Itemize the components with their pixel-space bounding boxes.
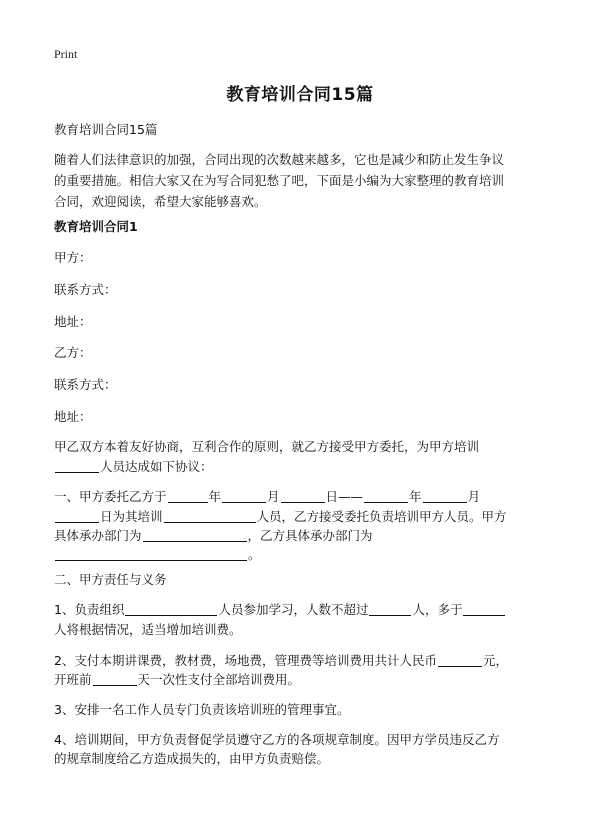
agreement-line-2 [54, 456, 550, 477]
month2-blank [423, 488, 467, 503]
item2-a: 2、支付本期讲课费，教材费，场地费，管理费等培训费用共计人民币 [54, 653, 437, 668]
clause1-end: 。 [248, 547, 261, 562]
clause1-line-2 [54, 506, 550, 527]
dept-a-blank [143, 527, 247, 542]
agreement-line-1: 甲乙双方本着友好协商，互利合作的原则，就乙方接受甲方委托，为甲方培训 [54, 439, 480, 454]
day2-blank [55, 508, 99, 523]
subtitle: 教育培训合同15篇 [54, 122, 158, 137]
item1-line-1 [54, 599, 550, 620]
item2-line-2 [54, 669, 550, 690]
item2-c: 开班前 [54, 672, 92, 687]
item2-d: 天一次性支付全部培训费用。 [137, 672, 301, 687]
item1-b: 人员参加学习，人数不超过 [218, 602, 369, 617]
staff-blank [164, 508, 256, 523]
clause1-dept-b: ，乙方具体承办部门为 [247, 528, 373, 543]
section-heading: 教育培训合同1 [54, 219, 138, 234]
dept-b-blank [55, 546, 247, 561]
day-blank [281, 488, 325, 503]
clause1-day2: 日为其培训 [100, 509, 163, 524]
clause1-staff: 人员，乙方接受委托负责培训甲方人员。甲方 [256, 509, 507, 524]
clause1-dept-a: 具体承办部门为 [54, 528, 142, 543]
item1-c: 人，多于 [412, 602, 463, 617]
year-blank [168, 488, 208, 503]
year2-blank [364, 488, 408, 503]
amount-blank [438, 652, 482, 667]
item4-line-2: 的规章制度给乙方造成损失的，由甲方负责赔偿。 [54, 751, 330, 766]
intro-line-1: 随着人们法律意识的加强，合同出现的次数越来越多，它也是减少和防止发生争议 [54, 152, 505, 167]
intro-line-2: 的重要措施。相信大家又在为写合同犯愁了吧，下面是小编为大家整理的教育培训 [54, 173, 505, 188]
clause1-year2: 年 [409, 489, 422, 504]
intro-line-3: 合同，欢迎阅读，希望大家能够喜欢。 [54, 194, 267, 209]
month-blank [222, 488, 266, 503]
item4-line-1: 4、培训期间，甲方负责督促学员遵守乙方的各项规章制度。因甲方学员违反乙方 [54, 732, 500, 747]
max-count-blank [369, 601, 411, 616]
agreement-line-2-text: 人员达成如下协议： [100, 459, 213, 474]
address-b-label: 地址： [54, 409, 92, 424]
item1-line-2: 人将根据情况，适当增加培训费。 [54, 622, 242, 637]
contact-a-label: 联系方式： [54, 282, 117, 297]
clause1-line-3 [54, 525, 550, 546]
clause1-prefix: 一、甲方委托乙方于 [54, 489, 167, 504]
section2-heading: 二、甲方责任与义务 [54, 572, 167, 587]
clause1-day-to: 日—— [325, 489, 364, 504]
clause1-year: 年 [208, 489, 222, 504]
print-link[interactable]: Print [54, 47, 78, 61]
item2-line-1 [54, 650, 550, 671]
clause1-line-4 [54, 544, 550, 565]
party-a-label: 甲方： [54, 250, 92, 265]
clause1-month2: 月 [467, 489, 481, 504]
days-blank [93, 671, 137, 686]
item3: 3、安排一名工作人员专门负责该培训班的管理事宜。 [54, 702, 350, 717]
contact-b-label: 联系方式： [54, 377, 117, 392]
over-count-blank [463, 601, 505, 616]
item1-a: 1、负责组织 [54, 602, 125, 617]
item2-b: 元， [482, 653, 508, 668]
trainee-blank [55, 458, 99, 473]
clause1-month: 月 [267, 489, 280, 504]
organize-blank [125, 601, 217, 616]
party-b-label: 乙方： [54, 345, 92, 360]
document-title: 教育培训合同15篇 [226, 85, 374, 105]
address-a-label: 地址： [54, 314, 92, 329]
clause1-line-1 [54, 486, 550, 507]
